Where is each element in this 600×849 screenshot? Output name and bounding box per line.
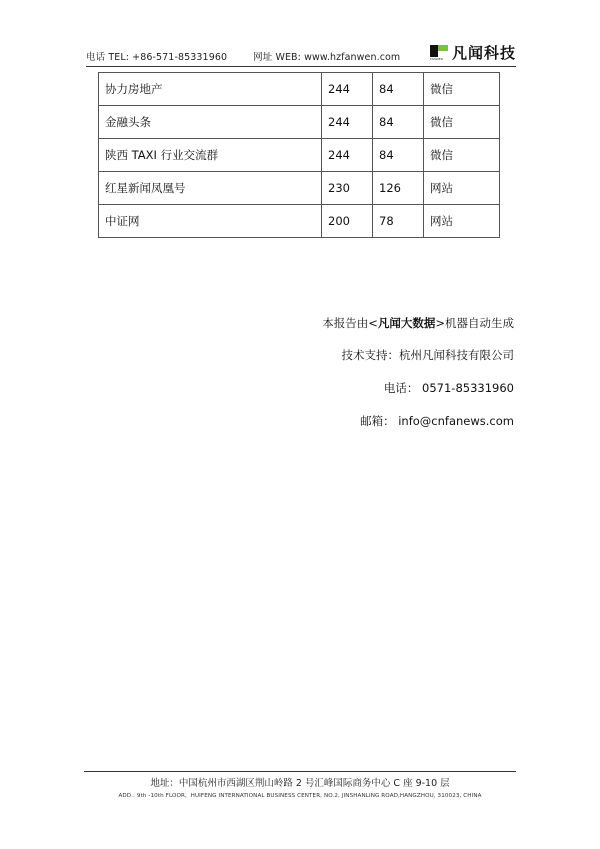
cell-value-b: 84 xyxy=(373,139,424,172)
contact-phone: 电话： 0571-85331960 xyxy=(383,381,514,395)
cell-media-name: 金融头条 xyxy=(99,106,322,139)
footer-divider xyxy=(84,771,516,772)
footer-address-en: ADD.: 9th -10th FLOOR，HUIFENG INTERNATIONAL BUSINESS CENTER, NO.2, JINSHANLING ROAD,HANGZHOU, 310023, CHINA xyxy=(118,793,482,799)
cell-media-type: 网站 xyxy=(424,205,500,238)
company-logo xyxy=(430,42,516,63)
contact-email: 邮箱： info@cnfanews.com xyxy=(360,414,514,428)
header-divider xyxy=(86,66,516,67)
table-row xyxy=(99,73,500,106)
cell-media-name: 陕西 TAXI 行业交流群 xyxy=(99,139,322,172)
table-row xyxy=(99,106,500,139)
logo-text: 凡闻科技 xyxy=(452,44,517,62)
cell-media-type: 微信 xyxy=(424,106,500,139)
media-table xyxy=(98,72,500,238)
generated-by-note: 本报告由<凡闻大数据>机器自动生成 xyxy=(322,316,514,330)
cell-value-a: 244 xyxy=(322,73,373,106)
cell-value-a: 244 xyxy=(322,106,373,139)
cell-media-name: 协力房地产 xyxy=(99,73,322,106)
cell-value-a: 200 xyxy=(322,205,373,238)
cell-value-b: 78 xyxy=(373,205,424,238)
tech-support-note: 技术支持：杭州凡闻科技有限公司 xyxy=(341,348,514,362)
cell-value-b: 126 xyxy=(373,172,424,205)
cell-value-a: 244 xyxy=(322,139,373,172)
brand-name: 凡闻大数据 xyxy=(377,316,436,330)
header-web: 网址 WEB: www.hzfanwen.com xyxy=(253,52,401,63)
cell-value-b: 84 xyxy=(373,73,424,106)
cell-media-type: 微信 xyxy=(424,73,500,106)
cell-value-b: 84 xyxy=(373,106,424,139)
cell-value-a: 230 xyxy=(322,172,373,205)
cell-media-type: 网站 xyxy=(424,172,500,205)
cell-media-type: 微信 xyxy=(424,139,500,172)
footer-address-cn: 地址：中国杭州市西湖区荆山岭路 2 号汇峰国际商务中心 C 座 9-10 层 xyxy=(150,778,450,789)
cell-media-name: 红星新闻凤凰号 xyxy=(99,172,322,205)
header-contact xyxy=(86,49,400,63)
header-phone: 电话 TEL: +86-571-85331960 xyxy=(86,52,228,63)
table-row xyxy=(99,139,500,172)
table-row xyxy=(99,205,500,238)
cell-media-name: 中证网 xyxy=(99,205,322,238)
table-row xyxy=(99,172,500,205)
logo-mark-icon: FANWEN xyxy=(430,45,448,61)
